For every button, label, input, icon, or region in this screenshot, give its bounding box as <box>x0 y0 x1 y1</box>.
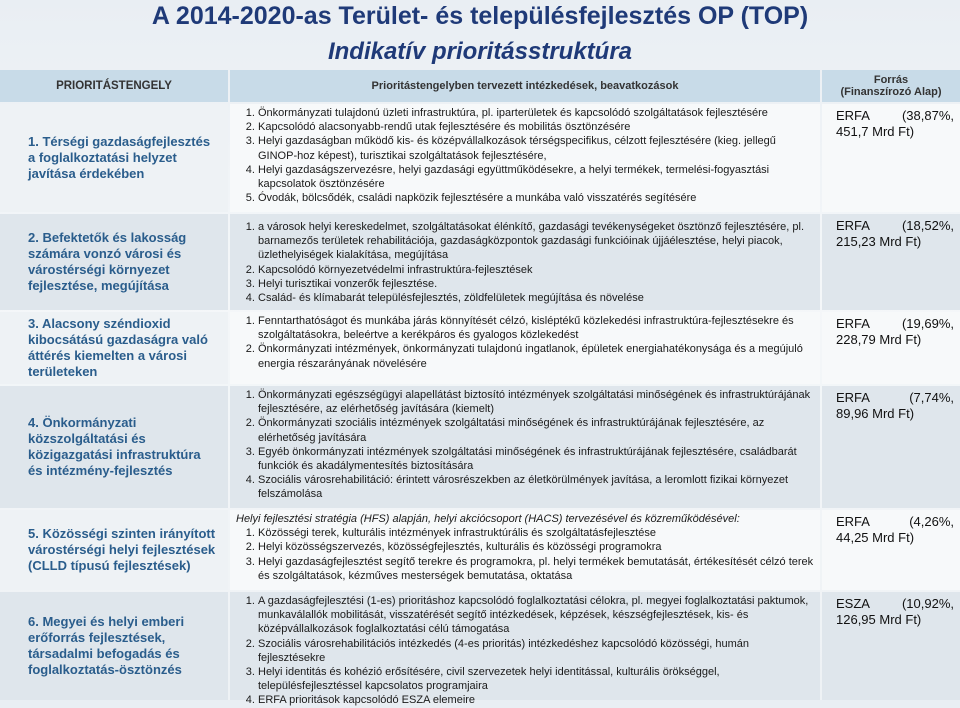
list-item: 1. a városok helyi kereskedelmet, szolgáltatásokat élénkítő, gazdasági tevékenységeket ösztönző fejlesztésére, pl. barnamezős területek rehabilitációja, gazdaságközpontok gazdasági funkcióinak újjáélesztése, helyi piacok, üzlethelyiségek kialakítása, megújítása <box>258 220 814 263</box>
priority-6: 6. Megyei és helyi emberi erőforrás fejlesztések, társadalmi befogadás és foglalkoztatás-ösztönzés <box>0 592 228 700</box>
fund-amount: 44,25 Mrd Ft) <box>836 530 915 545</box>
priority-2: 2. Befektetők és lakosság számára vonzó városi és várostérségi környezet fejlesztése, megújítása <box>0 214 228 310</box>
priority-5: 5. Közösségi szinten irányított várostérségi helyi fejlesztések (CLLD típusú fejlesztések) <box>0 510 228 590</box>
fund-amount: 89,96 Mrd Ft) <box>836 406 915 421</box>
list-item: 1. A gazdaságfejlesztési (1-es) prioritáshoz kapcsolódó foglalkoztatási célokra, pl. megyei foglalkoztatási paktumok, munkaválallók mobilitását, visszatérését segítő intézkedések, képzések, készségfejlesztések, kis- és középvállalkozások foglalkoztatási célú támogatása <box>258 594 814 637</box>
priority-4: 4. Önkormányzati közszolgáltatási és közigazgatási infrastruktúra és intézmény-fejlesztés <box>0 386 228 508</box>
measures-intro: Helyi fejlesztési stratégia (HFS) alapján, helyi akciócsoport (HACS) tervezésével és közreműködésével: <box>236 513 740 525</box>
list-item: 5. Óvodák, bölcsődék, családi napközik fejlesztésére a munkába való visszatérés segítésére <box>258 191 814 205</box>
header-source-fund: (Finanszírozó Alap) <box>840 86 942 98</box>
fund-name: ERFA <box>836 514 870 529</box>
list-item: 1. Önkormányzati egészségügyi alapellátást biztosító intézmények szolgáltatási minőségének és infrastruktúrájának fejlesztésére, az elérhetőség javítására (kiemelt) <box>258 388 814 416</box>
measures-1 <box>230 104 820 212</box>
fund-share: (18,52%, <box>901 218 954 233</box>
list-item: 4. Szociális városrehabilitáció: érintett városrészekben az életkörülmények javítása, a leromlott fizikai környezet felszámolása <box>258 473 814 501</box>
list-item: 3. Helyi turisztikai vonzerők fejlesztése. <box>258 277 814 291</box>
fund-name: ERFA <box>836 390 870 405</box>
list-item: 1. Önkormányzati tulajdonú üzleti infrastruktúra, pl. iparterületek és kapcsolódó szolgáltatások fejlesztésére <box>258 106 814 120</box>
source-3 <box>822 312 960 384</box>
page-subtitle: Indikatív prioritásstruktúra <box>327 38 633 65</box>
list-item: 2. Önkormányzati szociális intézmények szolgáltatási minőségének és infrastruktúrájának fejlesztésére, az elérhetőség javítására <box>258 416 814 444</box>
list-item: 2. Önkormányzati intézmények, önkormányzati tulajdonú ingatlanok, épületek energiahatékonysága és a megújuló energia részarányának növelésére <box>258 342 814 370</box>
fund-amount: 451,7 Mrd Ft) <box>836 124 915 139</box>
fund-share: (7,74%, <box>909 390 954 405</box>
priority-1: 1. Térségi gazdaságfejlesztés a foglalkoztatási helyzet javítása érdekében <box>0 104 228 212</box>
source-5 <box>822 510 960 590</box>
fund-share: (38,87%, <box>901 108 954 123</box>
page-title: A 2014-2020-as Terület- és településfejlesztés OP (TOP) <box>151 2 809 30</box>
list-item: 1. Közösségi terek, kulturális intézmények infrastruktúrális és szolgáltatásfejlesztése <box>258 526 814 540</box>
list-item: 2. Kapcsolódó alacsonyabb-rendű utak fejlesztésére és mobilitás ösztönzésére <box>258 120 814 134</box>
fund-name: ERFA <box>836 108 870 123</box>
header-source <box>822 70 960 102</box>
header-priority-axis: PRIORITÁSTENGELY <box>0 70 228 102</box>
measures-6 <box>230 592 820 707</box>
measures-2 <box>230 214 820 310</box>
list-item: 1. Fenntarthatóságot és munkába járás könnyítését célzó, kisléptékű közlekedési infrastruktúra-fejlesztésekre és szolgáltatásokra, beleértve a kerékpáros és gyalogos közlekedést <box>258 314 814 342</box>
fund-share: (19,69%, <box>901 316 954 331</box>
list-item: 2. Helyi közösségszervezés, közösségfejlesztés, kulturális és közösségi programokra <box>258 540 814 554</box>
list-item: 4. Család- és klímabarát településfejlesztés, zöldfelületek megújítása és növelése <box>258 291 814 305</box>
fund-name: ESZA <box>836 596 870 611</box>
measures-5 <box>230 510 820 590</box>
source-2 <box>822 214 960 310</box>
list-item: 3. Helyi identitás és kohézió erősítésére, civil szervezetek helyi identitással, kulturális örökséggel, településfejlesztéssel kapcsolatos programjaira <box>258 665 814 693</box>
list-item: 3. Helyi gazdaságfejlesztést segítő terekre és programokra, pl. helyi termékek bemutatását, értékesítését célzó terek és szolgáltatások, kézműves mesterségek bemutatása, oktatása <box>258 555 814 583</box>
list-item: 3. Helyi gazdaságban működő kis- és középvállalkozások térségspecifikus, célzott fejlesztésére (kieg. jellegű GINOP-hoz képest), turisztikai szolgáltatások fejlesztésére, <box>258 134 814 162</box>
list-item: 3. Egyéb önkormányzati intézmények szolgáltatási minőségének és infrastruktúrájának fejlesztésére, családbarát funkciók és akadálymentesítés biztosítására <box>258 445 814 473</box>
measures-4 <box>230 386 820 508</box>
header-measures: Prioritástengelyben tervezett intézkedések, beavatkozások <box>230 70 820 102</box>
fund-name: ERFA <box>836 218 870 233</box>
header-source-title: Forrás <box>873 74 909 86</box>
source-4 <box>822 386 960 508</box>
source-1 <box>822 104 960 212</box>
fund-amount: 215,23 Mrd Ft) <box>836 234 922 249</box>
measures-3 <box>230 312 820 384</box>
fund-share: (10,92%, <box>901 596 954 611</box>
priority-3: 3. Alacsony széndioxid kibocsátású gazdaságra való áttérés kiemelten a városi területeken <box>0 312 228 384</box>
list-item: 2. Kapcsolódó környezetvédelmi infrastruktúra-fejlesztések <box>258 263 814 277</box>
list-item: 4. ERFA prioritások kapcsolódó ESZA elemeire <box>258 693 814 707</box>
list-item: 4. Helyi gazdaságszervezésre, helyi gazdasági együttműködésekre, a helyi termékek, termelési-fogyasztási kapcsolatok ösztönzésére <box>258 163 814 191</box>
fund-name: ERFA <box>836 316 870 331</box>
list-item: 2. Szociális városrehabilitációs intézkedés (4-es prioritás) intézkedéshez kapcsolódó közösségi, humán fejlesztésekre <box>258 637 814 665</box>
source-6 <box>822 592 960 700</box>
fund-amount: 228,79 Mrd Ft) <box>836 332 922 347</box>
fund-share: (4,26%, <box>909 514 954 529</box>
fund-amount: 126,95 Mrd Ft) <box>836 612 922 627</box>
